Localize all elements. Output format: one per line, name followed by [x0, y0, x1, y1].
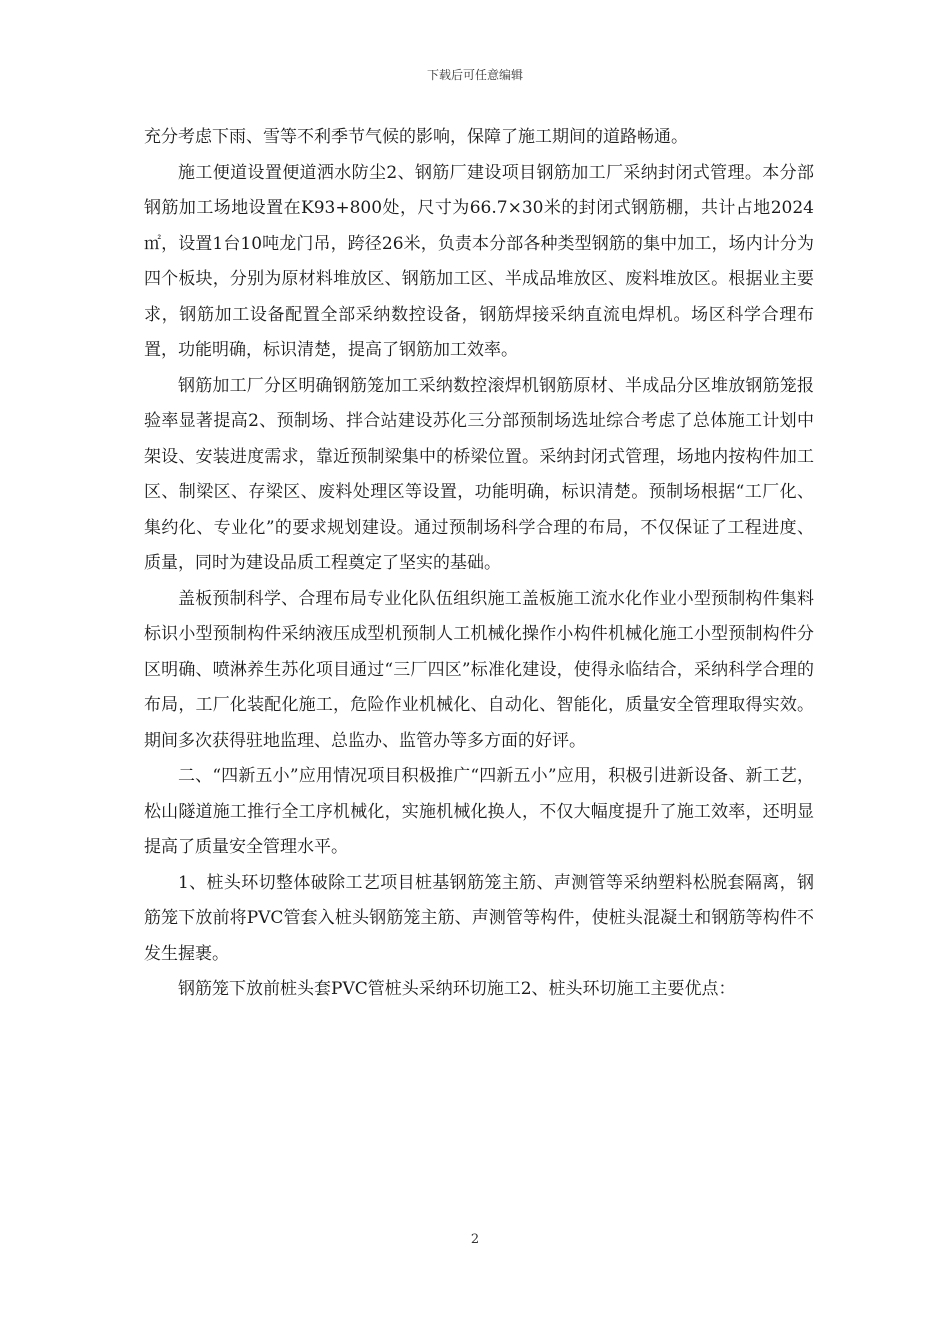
paragraph: 钢筋加工厂分区明确钢筋笼加工采纳数控滚焊机钢筋原材、半成品分区堆放钢筋笼报验率显著提高2、预制场、拌合站建设苏化三分部预制场选址综合考虑了总体施工计划中架设、安装进度需求，靠近预制梁集中的桥梁位置。采纳封闭式管理，场地内按构件加工区、制梁区、存梁区、废料处理区等设置，功能明确，标识清楚。预制场根据“工厂化、集约化、专业化”的要求规划建设。通过预制场科学合理的布局，不仅保证了工程进度、质量，同时为建设品质工程奠定了坚实的基础。	[144, 375, 814, 573]
paragraph: 盖板预制科学、合理布局专业化队伍组织施工盖板施工流水化作业小型预制构件集料标识小型预制构件采纳液压成型机预制人工机械化操作小构件机械化施工小型预制构件分区明确、喷淋养生苏化项目通过“三厂四区”标准化建设，使得永临结合，采纳科学合理的布局，工厂化装配化施工，危险作业机械化、自动化、智能化，质量安全管理取得实效。期间多次获得驻地监理、总监办、监管办等多方面的好评。	[144, 588, 814, 751]
paragraph: 充分考虑下雨、雪等不利季节气候的影响，保障了施工期间的道路畅通。	[144, 127, 688, 147]
paragraph: 二、“四新五小”应用情况项目积极推广“四新五小”应用，积极引进新设备、新工艺，松山隧道施工推行全工序机械化，实施机械化换人，不仅大幅度提升了施工效率，还明显提高了质量安全管理水平。	[144, 766, 814, 857]
page-header: 下载后可任意编辑	[426, 68, 523, 82]
page-number: 2	[470, 1232, 480, 1247]
paragraph: 施工便道设置便道洒水防尘2、钢筋厂建设项目钢筋加工厂采纳封闭式管理。本分部钢筋加工场地设置在K93+800处，尺寸为66.7×30米的封闭式钢筋棚，共计占地2024㎡，设置1台10吨龙门吊，跨径26米，负责本分部各种类型钢筋的集中加工，场内计分为四个板块，分别为原材料堆放区、钢筋加工区、半成品堆放区、废料堆放区。根据业主要求，钢筋加工设备配置全部采纳数控设备，钢筋焊接采纳直流电焊机。场区科学合理布置，功能明确，标识清楚，提高了钢筋加工效率。	[144, 162, 814, 360]
paragraph: 1、桩头环切整体破除工艺项目桩基钢筋笼主筋、声测管等采纳塑料松脱套隔离，钢筋笼下放前将PVC管套入桩头钢筋笼主筋、声测管等构件，使桩头混凝土和钢筋等构件不发生握裹。	[144, 872, 814, 964]
document-body	[144, 120, 814, 1008]
paragraph: 钢筋笼下放前桩头套PVC管桩头采纳环切施工2、桩头环切施工主要优点：	[178, 979, 736, 999]
